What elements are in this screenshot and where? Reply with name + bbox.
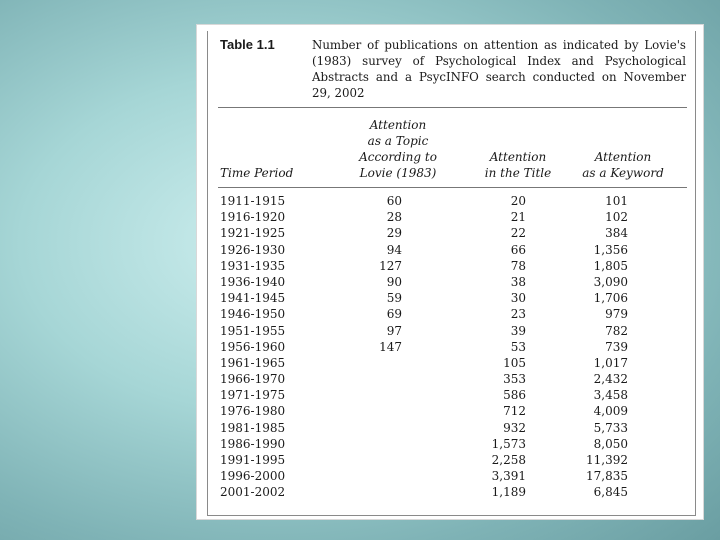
header-title-line: in the Title (484, 166, 552, 180)
table-row (208, 258, 695, 274)
header-topic-line: Attention (369, 118, 427, 132)
cell-title: 3,391 (491, 469, 526, 484)
header-keyword-line: Attention (594, 150, 652, 164)
table-row (208, 484, 695, 500)
cell-period: 1941-1945 (220, 291, 286, 306)
cell-title: 78 (510, 258, 526, 273)
header-time-period: Time Period (220, 166, 294, 180)
cell-title: 21 (510, 210, 526, 225)
cell-keyword: 5,733 (593, 420, 628, 435)
cell-period: 1971-1975 (220, 388, 286, 403)
header-topic-line: According to (359, 150, 437, 164)
cell-title: 586 (503, 388, 526, 403)
cell-title: 20 (510, 194, 526, 208)
table-caption-text: Number of publications on attention as indicated by Lovie's (1983) survey of Psychological Index and Psychological Abstracts and a PsycINFO search conducted on November 29, 2002 (312, 38, 686, 100)
cell-title: 1,573 (491, 436, 526, 451)
cell-title: 105 (503, 355, 526, 370)
cell-keyword: 384 (605, 226, 628, 241)
cell-title: 38 (510, 274, 526, 289)
table-row (208, 323, 695, 339)
header-title (468, 149, 568, 181)
cell-title: 353 (503, 372, 526, 387)
cell-title: 66 (510, 242, 526, 257)
cell-keyword: 6,845 (593, 485, 628, 500)
table-row (208, 339, 695, 355)
cell-keyword: 1,706 (593, 291, 628, 306)
cell-period: 1951-1955 (220, 323, 286, 338)
cell-topic: 28 (386, 210, 402, 225)
table-row (208, 193, 695, 209)
cell-period: 1921-1925 (220, 226, 286, 241)
cell-topic: 127 (379, 258, 402, 273)
cell-keyword: 3,458 (593, 388, 628, 403)
cell-topic: 147 (379, 339, 402, 354)
top-rule (218, 107, 687, 108)
cell-period: 1946-1950 (220, 307, 286, 322)
cell-keyword: 3,090 (593, 274, 628, 289)
cell-keyword: 1,356 (593, 242, 628, 257)
cell-period: 1976-1980 (220, 404, 286, 419)
table-row (208, 452, 695, 468)
table-row (208, 355, 695, 371)
cell-topic: 97 (386, 323, 402, 338)
cell-topic: 69 (386, 307, 402, 322)
cell-keyword: 17,835 (586, 469, 628, 484)
table-row (208, 371, 695, 387)
cell-period: 1926-1930 (220, 242, 286, 257)
cell-title: 22 (510, 226, 526, 241)
table-row (208, 387, 695, 403)
table-frame (207, 31, 696, 516)
cell-keyword: 739 (605, 339, 628, 354)
cell-keyword: 782 (605, 323, 628, 338)
cell-title: 712 (503, 404, 526, 419)
table-row (208, 436, 695, 452)
cell-keyword: 102 (605, 210, 628, 225)
table-row (208, 420, 695, 436)
cell-title: 2,258 (491, 453, 526, 467)
header-rule (218, 187, 687, 188)
cell-period: 1961-1965 (220, 355, 286, 370)
cell-period: 1916-1920 (220, 210, 286, 225)
cell-period: 1981-1985 (220, 420, 286, 435)
cell-title: 1,189 (491, 485, 526, 500)
table-row (208, 225, 695, 241)
cell-period: 1991-1995 (220, 453, 286, 467)
cell-topic: 60 (386, 194, 402, 208)
cell-topic: 59 (386, 291, 402, 306)
cell-title: 932 (503, 420, 526, 435)
table-label: Table 1.1 (220, 37, 275, 52)
cell-keyword: 8,050 (593, 436, 628, 451)
cell-period: 1931-1935 (220, 258, 286, 273)
cell-keyword: 1,805 (593, 258, 628, 273)
cell-keyword: 1,017 (593, 355, 628, 370)
cell-title: 23 (510, 307, 526, 322)
header-keyword-line: as a Keyword (582, 166, 664, 180)
cell-period: 1996-2000 (220, 469, 286, 484)
table-row (208, 274, 695, 290)
cell-title: 53 (510, 339, 526, 354)
cell-period: 1936-1940 (220, 274, 286, 289)
table-row (208, 306, 695, 322)
table-row (208, 242, 695, 258)
cell-title: 39 (510, 323, 526, 338)
cell-topic: 94 (386, 242, 402, 257)
table-row (208, 290, 695, 306)
header-title-line: Attention (489, 150, 547, 164)
header-topic (328, 117, 468, 181)
scanned-table-image (196, 24, 704, 520)
cell-period: 1986-1990 (220, 436, 286, 451)
cell-keyword: 979 (605, 307, 628, 322)
cell-period: 2001-2002 (220, 485, 286, 500)
header-topic-line: as a Topic (367, 134, 429, 148)
header-keyword (568, 149, 678, 181)
cell-period: 1956-1960 (220, 339, 286, 354)
cell-keyword: 101 (605, 194, 628, 208)
cell-topic: 90 (386, 274, 402, 289)
header-topic-line: Lovie (1983) (359, 166, 437, 180)
table-row (208, 209, 695, 225)
cell-period: 1911-1915 (220, 194, 286, 208)
cell-period: 1966-1970 (220, 372, 286, 387)
cell-keyword: 4,009 (593, 404, 628, 419)
table-body (208, 193, 695, 501)
cell-title: 30 (510, 291, 526, 306)
table-row (208, 468, 695, 484)
cell-keyword: 2,432 (593, 372, 628, 387)
table-row (208, 403, 695, 419)
cell-topic: 29 (386, 226, 402, 241)
cell-keyword: 11,392 (586, 453, 628, 467)
